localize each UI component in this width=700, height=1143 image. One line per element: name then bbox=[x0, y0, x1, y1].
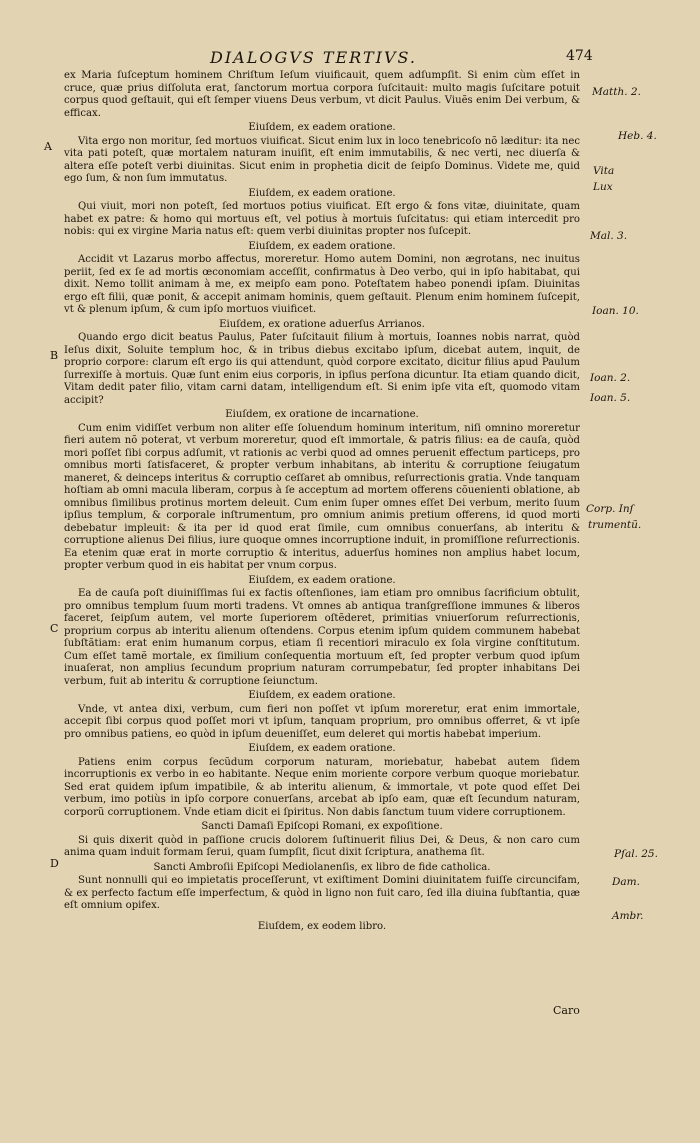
margin-note-ioan-5: Ioan. 5. bbox=[590, 392, 631, 404]
rubric: Sancti Ambroſii Epiſcopi Mediolanenſis, ex libro de fide catholica. bbox=[153, 861, 491, 873]
rubric: Sancti Damaſi Epiſcopi Romani, ex expoſitione. bbox=[201, 821, 443, 832]
rubric: Eiuſdem, ex eadem oratione. bbox=[248, 574, 396, 586]
section-letter-a: A bbox=[44, 140, 52, 153]
section-letter-d: D bbox=[50, 857, 59, 870]
paragraph: Ea de cauſa poſt diuiniſſimas ſui ex factis oſtenſiones, iam etiam pro omnibus ſacrificium obtulit, pro omnibus templum ſuum morti tradens. Vt omnes ab antiqua tranſgreſſione immunes & liberos faceret, ſeipſum autem, vel morte ſuperiorem oſtẽderet, primitias vniuerſorum reſurrectionis, proprium corpus ab interitu alienum oſtendens. Corpus etenim ipſum quidem communem habebat ſubſtãtiam: erat enim humanum corpus, etiam ſi recentiori miraculo ex ſola virgine conſtitutum. Cum eſſet tamẽ mortale, ex ſimilium conſequentia mortuum eſt, ſed propter verbum quod ipſum inuaſerat, non amplius ſecundum proprium naturam corrumpebatur, ſed propter inhabitans Dei verbum, fuit ab interitu & corruptione ſeiunctum. bbox=[64, 588, 580, 687]
margin-note-matth: Matth. 2. bbox=[592, 86, 641, 98]
margin-note-corp-line1: Corp. Inſ bbox=[586, 503, 634, 515]
catchword: Caro bbox=[553, 1004, 580, 1017]
margin-note-dam: Dam. bbox=[612, 876, 640, 888]
rubric: Eiuſdem, ex eadem oratione. bbox=[248, 187, 396, 199]
paragraph: Accidit vt Lazarus morbo affectus, moreretur. Homo autem Domini, non ægrotans, nec inuitus periit, ſed ex ſe ad mortis œconomiam acceſſit, confirmatus à Deo verbo, qui in ipſo habitabat, qui dixit. Nemo tollit animam à me, ex meipſo eam pono. Poteſtatem habeo ponendi ipſam. Diuinitas ergo eſt filii, quæ ponit, & accepit animam hominis, quem geſtauit. Plenum enim hominem ſuſcepit, vt & plenum ipſum, & cum ipſo mortuos viuificet. bbox=[64, 254, 580, 315]
paragraph: Qui viuit, mori non poteſt, ſed mortuos potius viuificat. Eſt ergo & fons vitæ, diuinitate, quam habet ex patre: & homo qui mortuus eſt, vel potius à mortuis ſuſcitatus: qui etiam intercedit pro nobis: qui ex virgine Maria natus eſt: quem verbi diuinitas propter nos ſuſcepit. bbox=[64, 201, 580, 237]
margin-note-lux: Lux bbox=[593, 181, 613, 193]
margin-note-ioan-10: Ioan. 10. bbox=[592, 305, 639, 317]
rubric: Eiuſdem, ex oratione aduerſus Arrianos. bbox=[219, 318, 425, 330]
section-letter-b: B bbox=[50, 349, 59, 362]
section-letter-c: C bbox=[50, 622, 59, 635]
margin-note-mal: Mal. 3. bbox=[590, 230, 628, 242]
rubric: Eiuſdem, ex eadem oratione. bbox=[248, 240, 396, 252]
rubric: Eiuſdem, ex eadem oratione. bbox=[248, 690, 396, 701]
paragraph: Vnde, vt antea dixi, verbum, cum fieri non poſſet vt ipſum moreretur, erat enim immortale, accepit ſibi corpus quod poſſet mori vt ipſum, tanquam proprium, pro omnibus offerret, & vt ipſe pro omnibus patiens, eo quòd in ipſum deueniſſet, eum deleret qui mortis habebat imperium. bbox=[64, 703, 580, 740]
paragraph: Cum enim vidiſſet verbum non aliter eſſe ſoluendum hominum interitum, niſi omnino moreretur fieri autem nõ poterat, vt verbum moreretur, quod eſt immortale, & patris filius: ea de cauſa, quòd mori poſſet ſibi corpus adſumit, vt rationis ac verbi quod ad omnes peruenit effectum particeps, pro omnibus morti ſatisfaceret, & propter verbum inhabitans, ab interitu & corruptione ſeiugatum maneret, & deinceps interitus & corruptio ceſſaret ab omnibus, reſurrectionis gratia. Vnde tanquam hoſtiam ab omni macula liberam, corpus à ſe acceptum ad mortem offerens cõuenienti oblatione, ab omnibus ſimilibus protinus mortem deleuit. Cum enim ſuper omnes eſſet Dei verbum, merito ſuum ipſius templum, & corporale inſtrumentum, pro omnium animis pretium offerens, id quod morti debebatur impleuit: & ita per id quod erat ſimile, cum omnibus conuerſans, ab interitu & corruptione alienus Dei filius, iure quoque omnes incorruptione induit, in promiſſione reſurrectionis. Ea etenim quæ erat in morte corruptio & interitus, aduerſus homines non amplius habet locum, propter verbum quod in eis habitat per vnum corpus. bbox=[64, 422, 580, 571]
margin-note-ambr: Ambr. bbox=[612, 910, 644, 922]
paragraph: Sunt nonnulli qui eo impietatis proceſſerunt, vt exiſtiment Domini diuinitatem fuiſſe circuncifam, & ex perfecto factum eſſe imperfectum, & quòd in ligno non fuit caro, ſed illa diuina ſubſtantia, quæ eſt omnium opifex. bbox=[64, 875, 580, 911]
rubric: Eiuſdem, ex eadem oratione. bbox=[248, 743, 396, 754]
main-text bbox=[64, 70, 580, 934]
rubric: Eiuſdem, ex eadem oratione. bbox=[248, 122, 396, 133]
paragraph: Patiens enim corpus ſecũdum corporum naturam, moriebatur, habebat autem ſidem incorruptionis ex verbo in eo habitante. Neque enim moriente corpore verbum quoque moriebatur. Sed erat quidem ipſum impatibile, & ab interitu alienum, & immortale, vt pote quod eſſet Dei verbum, imo potiùs in ipſo corpore conuerſans, arcebat ab ipſo eam, quæ eſt ſecundum naturam, corporũ corruptionem. Vnde etiam dicit ei ſpiritus. Non dabis ſanctum tuum videre corruptionem. bbox=[64, 756, 580, 818]
page-number: 474 bbox=[566, 48, 593, 64]
paragraph: ex Maria ſuſceptum hominem Chriſtum Ieſum viuificauit, quem adſumpſit. Si enim cùm eſſet in cruce, quæ prius diſſoluta erat, ſanctorum mortua corpora ſuſcitauit: multo magis ſuſcitare potuit corpus quod geſtauit, qui eſt ſemper viuens Deus verbum, vt dicit Paulus. Viuẽs enim Dei verbum, & efficax. bbox=[64, 70, 580, 119]
margin-note-psal: Pſal. 25. bbox=[614, 848, 658, 860]
margin-note-ioan-2: Ioan. 2. bbox=[590, 372, 631, 384]
paragraph: Si quis dixerit quòd in paſſione crucis dolorem ſuſtinuerit filius Dei, & Deus, & non caro cum anima quam induit formam ſerui, quam ſumpſit, ſicut dixit ſcriptura, anathema ſit. bbox=[64, 834, 580, 858]
margin-note-heb: Heb. 4. bbox=[618, 130, 657, 142]
rubric: Eiuſdem, ex eodem libro. bbox=[257, 920, 387, 932]
paragraph: Vita ergo non moritur, ſed mortuos viuificat. Sicut enim lux in loco tenebricoſo nõ læditur: ita nec vita pati poteſt, quæ mortalem naturam inuiſit, eſt enim immutabilis, & nec verti, nec diuerſa & altera eſſe poteſt verbi diuinitas. Sicut enim in prophetia dicit de ſeipſo Dominus. Videte me, quid ego ſum, & non ſum immutatus. bbox=[64, 135, 580, 184]
paragraph: Quando ergo dicit beatus Paulus, Pater ſuſcitauit filium à mortuis, Ioannes nobis narrat, quòd Ieſus dixit, Soluite templum hoc, & in tribus diebus excitabo ipſum, dicebat autem, inquit, de proprio corpore: clarum eſt ergo iis qui attendunt, quòd corpore excitato, dicitur filius apud Paulum ſurrexiſſe à mortuis. Quæ ſunt enim eius corporis, in ipſius perſona dicuntur. Ita etiam quando dicit, Vitam dedit pater filio, vitam carni datam, intelligendum eſt. Si enim ipſe vita eſt, quomodo vitam accipit? bbox=[64, 332, 580, 406]
margin-note-vita: Vita bbox=[593, 165, 615, 177]
rubric: Eiuſdem, ex oratione de incarnatione. bbox=[225, 409, 419, 420]
margin-note-corp-line2: trumentũ. bbox=[588, 519, 642, 531]
running-head: DIALOGVS TERTIVS. bbox=[210, 48, 417, 67]
